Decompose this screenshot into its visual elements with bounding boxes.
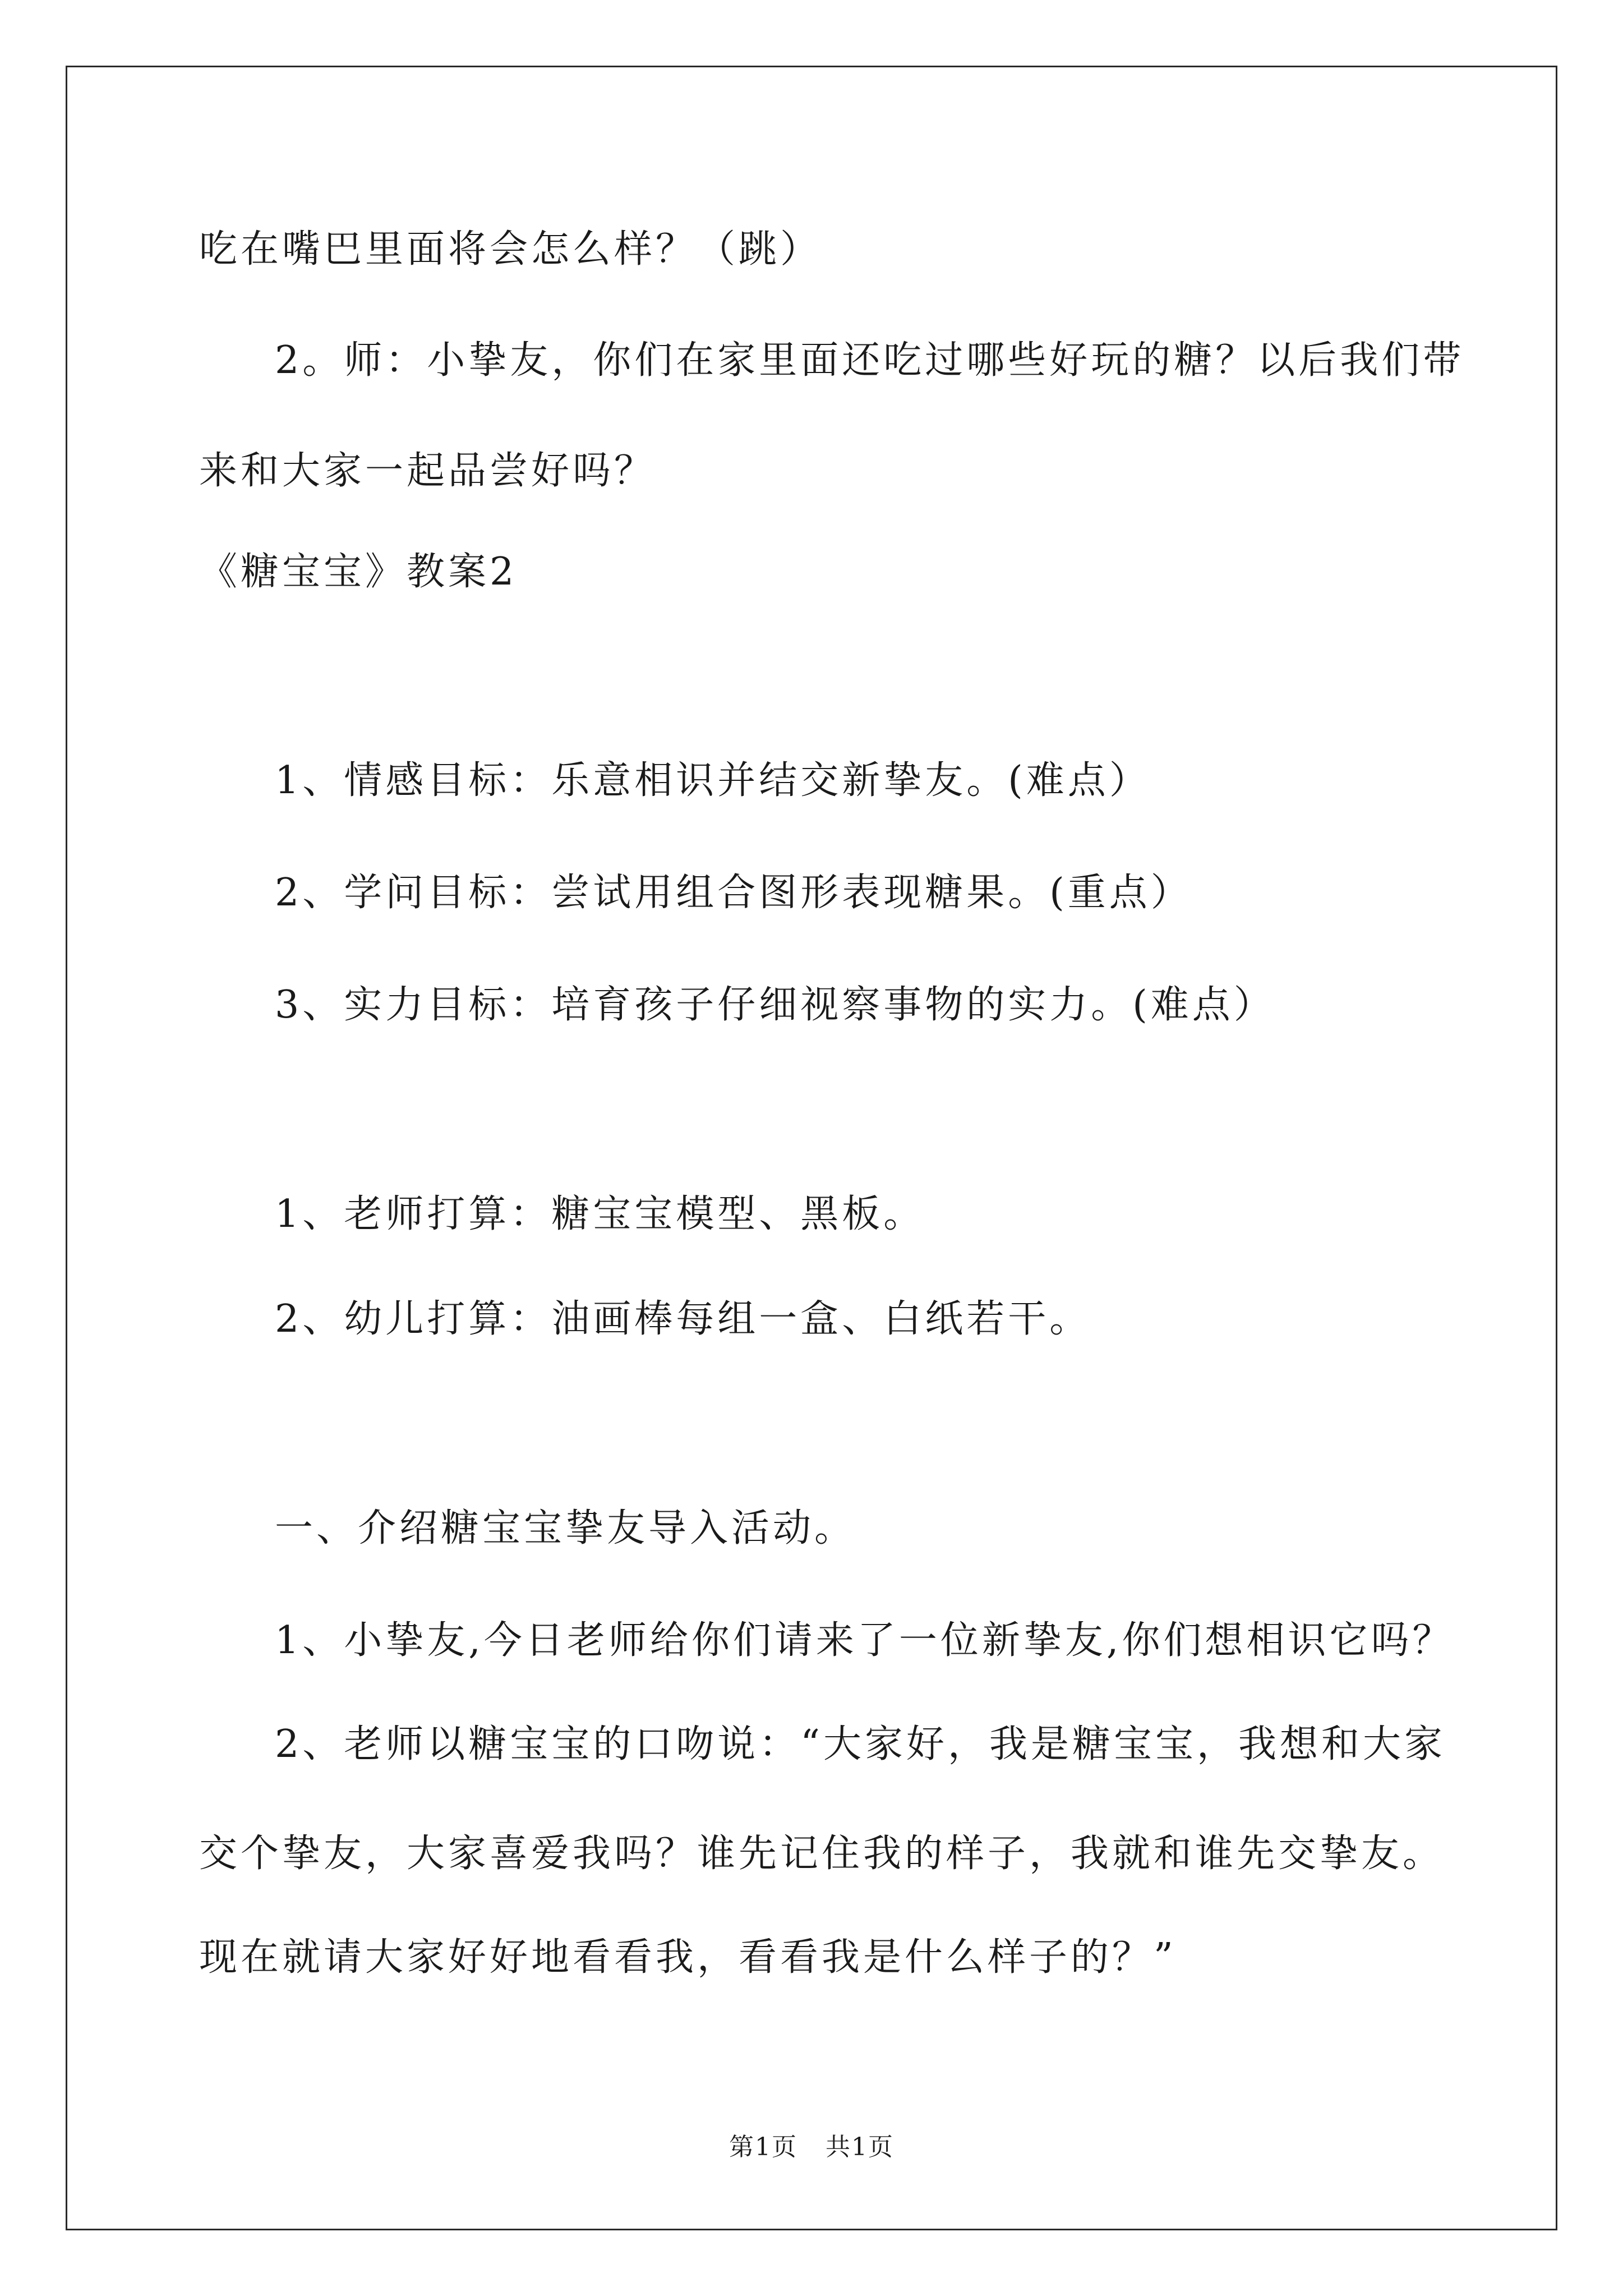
text-line: 1、小挚友,今日老师给你们请来了一位新挚友,你们想相识它吗？ <box>275 1618 1454 1663</box>
text-line: 2、老师以糖宝宝的口吻说：“大家好，我是糖宝宝，我想和大家 <box>275 1722 1446 1766</box>
text-line: 2。师：小挚友，你们在家里面还吃过哪些好玩的糖？以后我们带 <box>275 338 1465 383</box>
text-line: 来和大家一起品尝好吗？ <box>199 449 656 493</box>
step-heading: 一、介绍糖宝宝挚友导入活动。 <box>275 1506 856 1550</box>
text-line: 吃在嘴巴里面将会怎么样？（跳） <box>199 227 822 272</box>
list-item: 2、幼儿打算：油画棒每组一盒、白纸若干。 <box>275 1297 1091 1341</box>
list-item: 3、实力目标：培育孩子仔细视察事物的实力。(难点） <box>275 983 1275 1027</box>
page-total: 共1页 <box>826 2133 894 2161</box>
list-item: 2、学问目标：尝试用组合图形表现糖果。(重点） <box>275 871 1192 915</box>
page-number: 第1页 <box>729 2133 797 2161</box>
page-footer <box>0 2132 1623 2163</box>
list-item: 1、老师打算：糖宝宝模型、黑板。 <box>275 1192 925 1236</box>
text-line: 现在就请大家好好地看看我，看看我是什么样子的？” <box>199 1935 1177 1980</box>
page-border <box>66 66 1557 2230</box>
list-item: 1、情感目标：乐意相识并结交新挚友。(难点） <box>275 758 1151 803</box>
text-line: 交个挚友，大家喜爱我吗？谁先记住我的样子，我就和谁先交挚友。 <box>199 1832 1445 1876</box>
section-heading: 《糖宝宝》教案2 <box>199 550 518 594</box>
